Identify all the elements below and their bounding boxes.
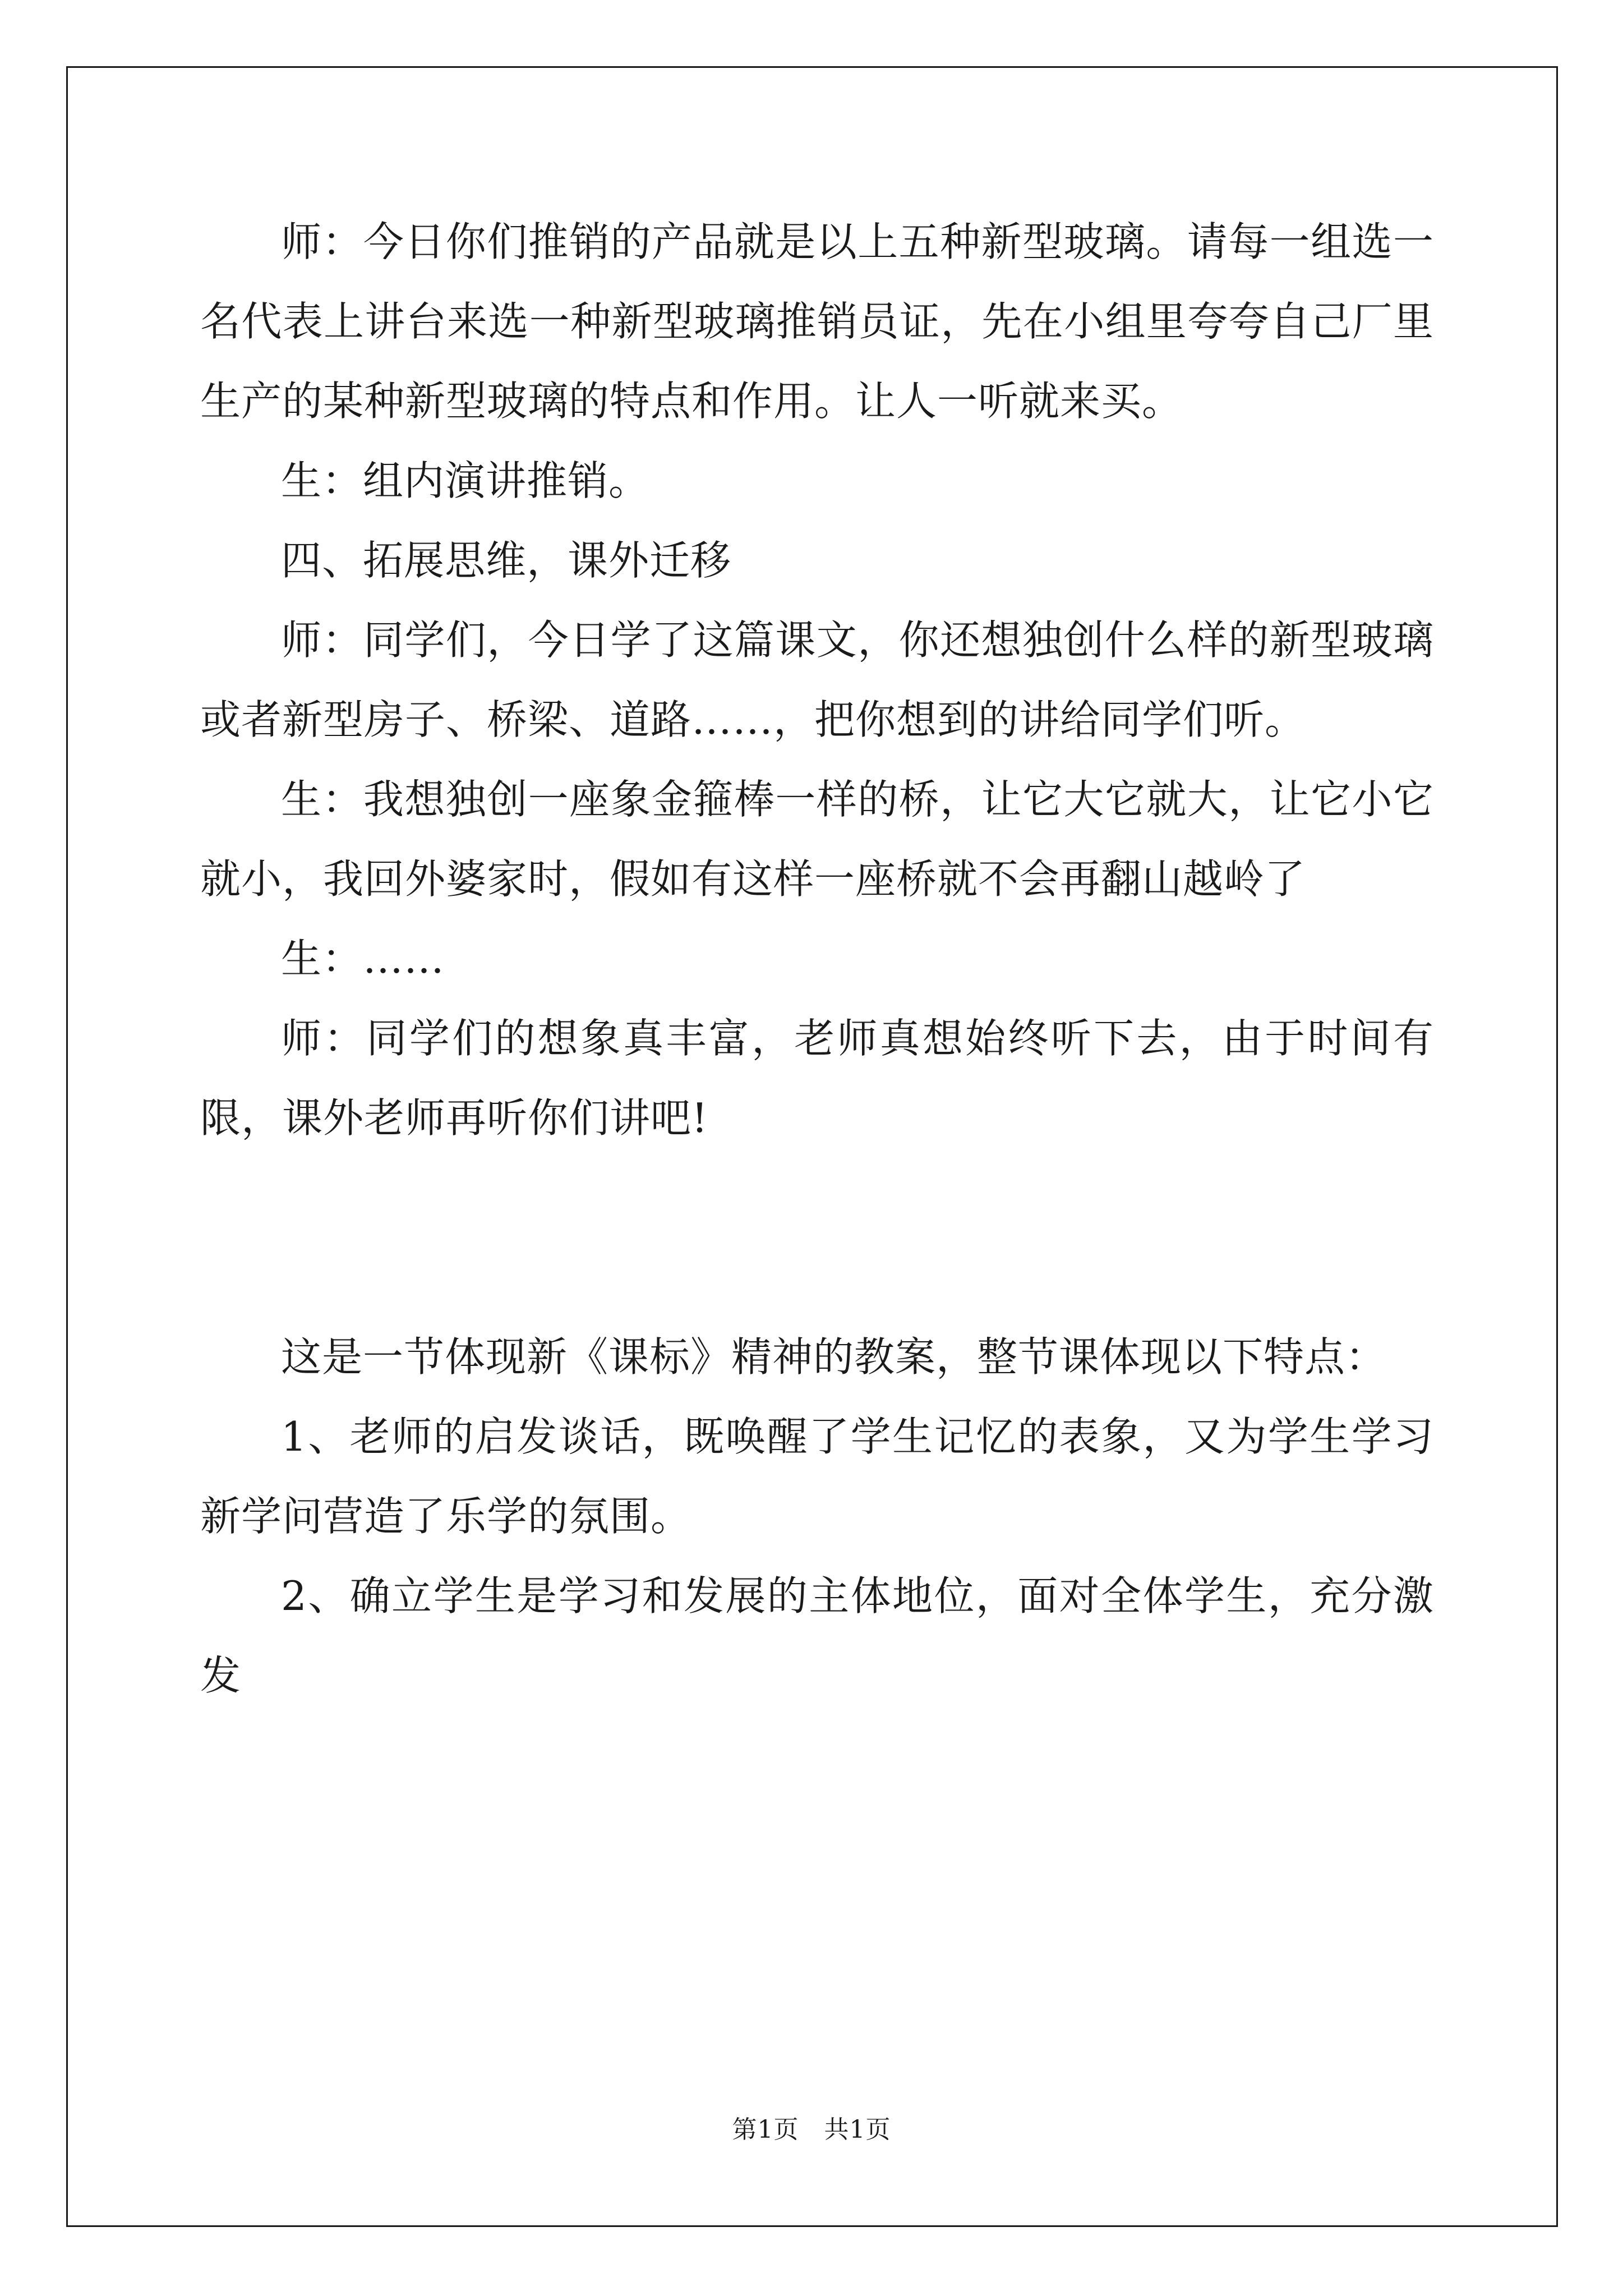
paragraph-student-bridge: 生：我想独创一座象金箍棒一样的桥，让它大它就大，让它小它就小，我回外婆家时，假如有这样一座桥就不会再翻山越岭了 — [200, 776, 1434, 903]
page-number-footer: 第1页 共1页 — [732, 2115, 891, 2144]
paragraph-teacher-closing: 师：同学们的想象真丰富，老师真想始终听下去，由于时间有限，课外老师再听你们讲吧! — [200, 1015, 1434, 1142]
paragraph-commentary-point-1: 1、老师的启发谈话，既唤醒了学生记忆的表象，又为学生学习新学问营造了乐学的氛围。 — [200, 1413, 1434, 1540]
paragraph-teacher-imagine: 师：同学们，今日学了这篇课文，你还想独创什么样的新型玻璃或者新型房子、桥梁、道路……，把你想到的讲给同学们听。 — [200, 616, 1434, 743]
paragraph-commentary-point-2: 2、确立学生是学习和发展的主体地位，面对全体学生，充分激发 — [200, 1572, 1434, 1699]
section-heading-extension: 四、拓展思维，课外迁移 — [281, 537, 732, 584]
document-body — [200, 202, 1434, 1715]
paragraph-commentary-intro: 这是一节体现新《课标》精神的教案，整节课体现以下特点： — [281, 1333, 1387, 1381]
paragraph-student-pitch: 生：组内演讲推销。 — [281, 457, 650, 504]
paragraph-student-ellipsis: 生：…… — [281, 935, 445, 982]
paragraph-teacher-sales-task: 师：今日你们推销的产品就是以上五种新型玻璃。请每一组选一名代表上讲台来选一种新型玻璃推销员证，先在小组里夸夸自己厂里生产的某种新型玻璃的特点和作用。让人一听就来买。 — [200, 218, 1434, 425]
section-gap — [200, 1158, 1434, 1317]
